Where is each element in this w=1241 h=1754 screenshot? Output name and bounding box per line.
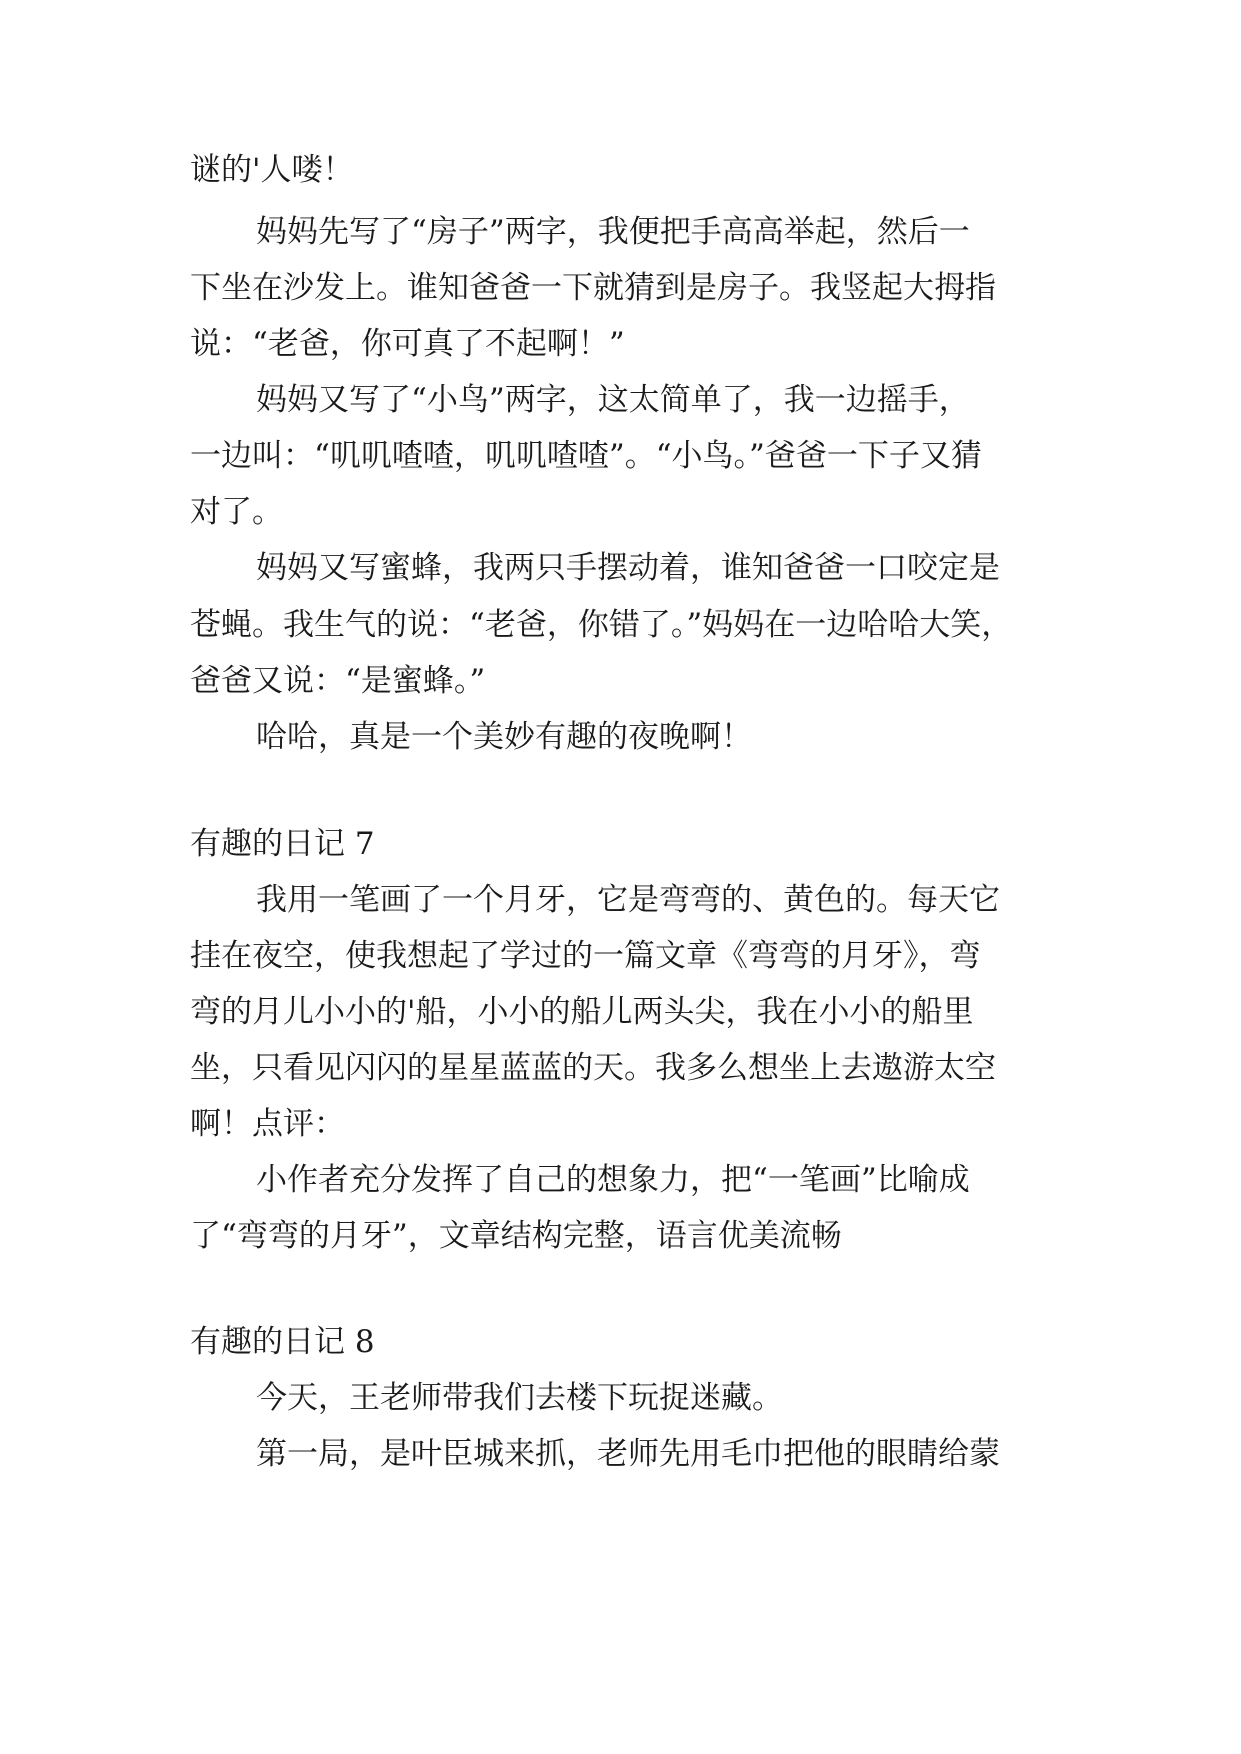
paragraph-line: 弯的月儿小小的'船，小小的船儿两头尖，我在小小的船里 bbox=[190, 994, 974, 1030]
paragraph-line: 对了。 bbox=[190, 494, 283, 530]
paragraph-line: 我用一笔画了一个月牙，它是弯弯的、黄色的。每天它 bbox=[256, 882, 1000, 918]
paragraph-line: 谜的'人喽！ bbox=[190, 152, 354, 188]
section-heading: 有趣的日记 7 bbox=[190, 826, 375, 862]
paragraph-line: 哈哈，真是一个美妙有趣的夜晚啊！ bbox=[256, 719, 752, 755]
paragraph-line: 妈妈先写了“房子”两字，我便把手高高举起，然后一 bbox=[256, 214, 970, 250]
paragraph-line: 坐，只看见闪闪的星星蓝蓝的天。我多么想坐上去遨游太空 bbox=[190, 1050, 996, 1086]
paragraph-line: 一边叫：“叽叽喳喳，叽叽喳喳”。“小鸟。”爸爸一下子又猜 bbox=[190, 438, 982, 474]
paragraph-line: 了“弯弯的月牙”，文章结构完整，语言优美流畅 bbox=[190, 1218, 842, 1254]
paragraph-line: 小作者充分发挥了自己的想象力，把“一笔画”比喻成 bbox=[256, 1162, 970, 1198]
paragraph-line: 爸爸又说：“是蜜蜂。” bbox=[190, 663, 486, 699]
paragraph-line: 妈妈又写蜜蜂，我两只手摆动着，谁知爸爸一口咬定是 bbox=[256, 550, 1000, 586]
paragraph-line: 苍蝇。我生气的说：“老爸，你错了。”妈妈在一边哈哈大笑， bbox=[190, 607, 1013, 643]
section-heading: 有趣的日记 8 bbox=[190, 1324, 375, 1360]
paragraph-line: 第一局，是叶臣城来抓，老师先用毛巾把他的眼睛给蒙 bbox=[256, 1436, 1000, 1472]
paragraph-line: 今天，王老师带我们去楼下玩捉迷藏。 bbox=[256, 1380, 783, 1416]
paragraph-line: 挂在夜空，使我想起了学过的一篇文章《弯弯的月牙》，弯 bbox=[190, 938, 981, 974]
paragraph-line: 下坐在沙发上。谁知爸爸一下就猜到是房子。我竖起大拇指 bbox=[190, 270, 996, 306]
paragraph-line: 啊！点评： bbox=[190, 1106, 345, 1142]
paragraph-line: 妈妈又写了“小鸟”两字，这太简单了，我一边摇手， bbox=[256, 382, 970, 418]
paragraph-line: 说：“老爸，你可真了不起啊！” bbox=[190, 326, 625, 362]
